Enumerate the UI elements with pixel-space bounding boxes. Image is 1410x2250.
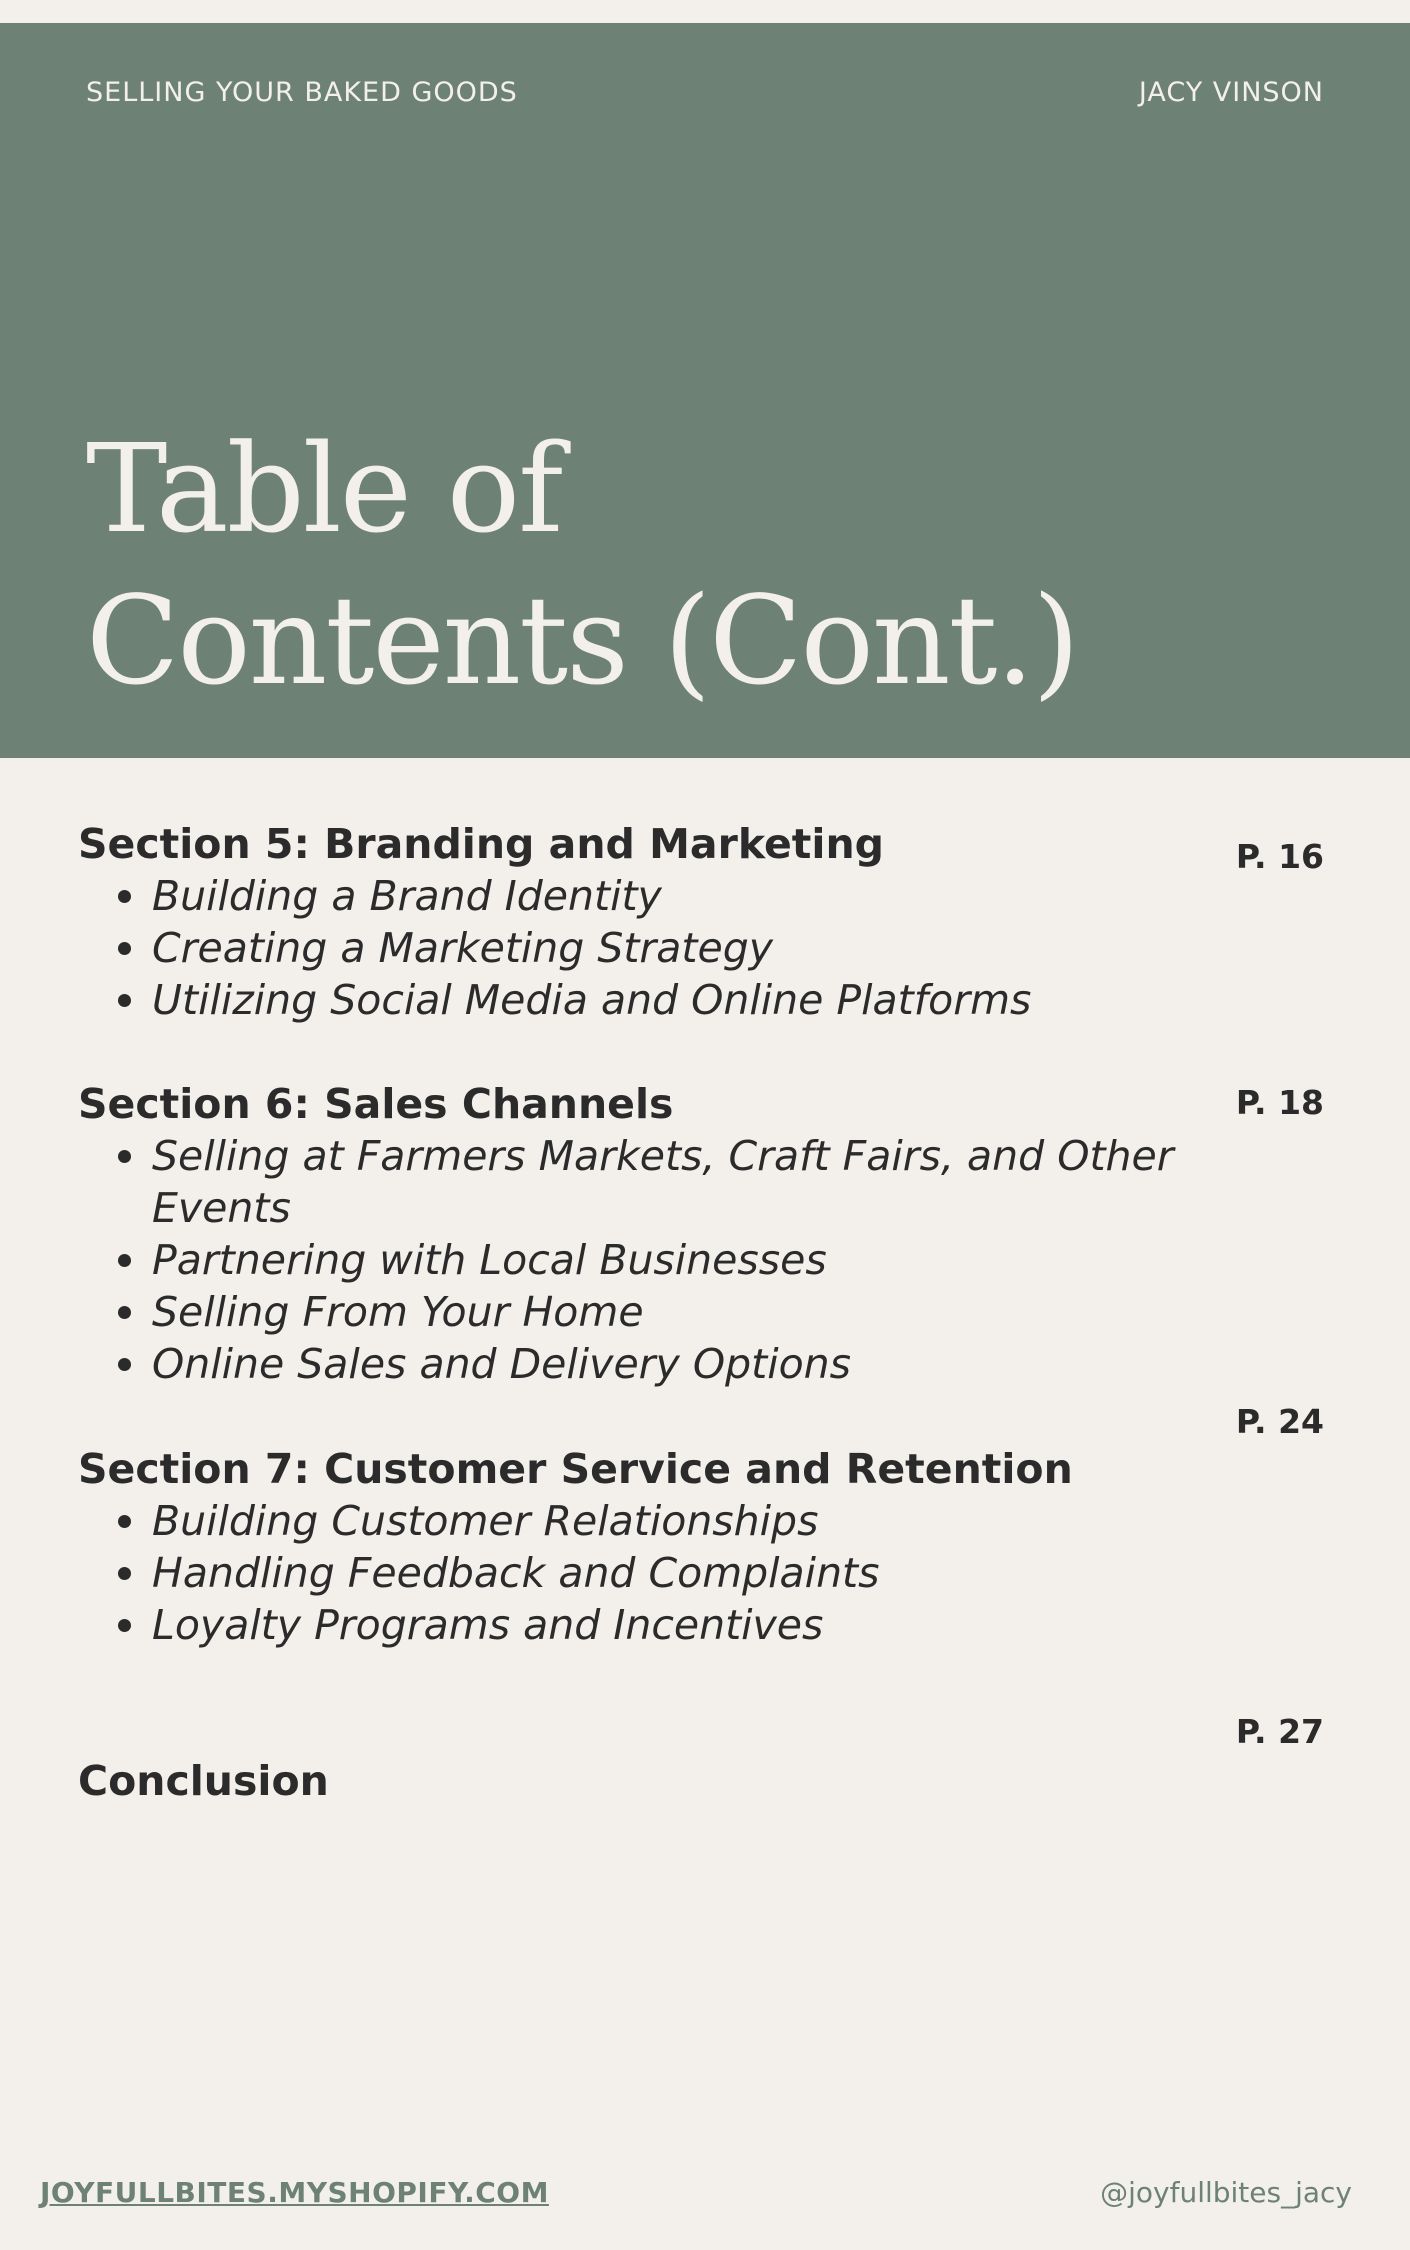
section-heading: Section 7: Customer Service and Retention bbox=[78, 1445, 1073, 1493]
section-heading: Conclusion bbox=[78, 1757, 329, 1805]
toc-section-6 bbox=[78, 1078, 1338, 1390]
section-heading: Section 5: Branding and Marketing bbox=[78, 820, 884, 868]
toc-conclusion bbox=[78, 1755, 1338, 1807]
top-margin-strip bbox=[0, 0, 1410, 23]
list-item: Online Sales and Delivery Options bbox=[78, 1338, 1232, 1390]
bullet-icon bbox=[118, 890, 131, 903]
list-item: Selling From Your Home bbox=[78, 1286, 1232, 1338]
book-title: SELLING YOUR BAKED GOODS bbox=[86, 77, 518, 108]
bullet-icon bbox=[118, 1619, 131, 1632]
bullet-icon bbox=[118, 1254, 131, 1267]
list-item: Handling Feedback and Complaints bbox=[78, 1547, 1232, 1599]
website-link[interactable]: JOYFULLBITES.MYSHOPIFY.COM bbox=[40, 2176, 549, 2209]
list-item: Creating a Marketing Strategy bbox=[78, 922, 1232, 974]
page-title bbox=[86, 413, 1078, 717]
section-item-list bbox=[78, 1495, 1338, 1651]
bullet-icon bbox=[118, 994, 131, 1007]
bullet-icon bbox=[118, 1567, 131, 1580]
section-item-list bbox=[78, 1130, 1338, 1390]
page-ref-conclusion: P. 27 bbox=[1235, 1712, 1324, 1751]
author-name: JACY VINSON bbox=[1138, 77, 1324, 108]
bullet-icon bbox=[118, 942, 131, 955]
page-title-line-1: Table of bbox=[86, 418, 562, 560]
bullet-icon bbox=[118, 1515, 131, 1528]
bullet-icon bbox=[118, 1306, 131, 1319]
toc-section-5 bbox=[78, 818, 1338, 1026]
page-title-line-2: Contents (Cont.) bbox=[86, 570, 1078, 712]
list-item: Utilizing Social Media and Online Platforms bbox=[78, 974, 1232, 1026]
bullet-icon bbox=[118, 1150, 131, 1163]
list-item: Partnering with Local Businesses bbox=[78, 1234, 1232, 1286]
bullet-icon bbox=[118, 1358, 131, 1371]
page-ref-section-6: P. 18 bbox=[1235, 1083, 1324, 1122]
page-ref-section-7: P. 24 bbox=[1235, 1402, 1324, 1441]
section-heading: Section 6: Sales Channels bbox=[78, 1080, 674, 1128]
toc-section-7 bbox=[78, 1443, 1338, 1651]
list-item: Selling at Farmers Markets, Craft Fairs, and Other Events bbox=[78, 1130, 1232, 1234]
social-handle: @joyfullbites_jacy bbox=[1100, 2176, 1352, 2209]
list-item: Building Customer Relationships bbox=[78, 1495, 1232, 1547]
list-item: Loyalty Programs and Incentives bbox=[78, 1599, 1232, 1651]
section-item-list bbox=[78, 870, 1338, 1026]
list-item: Building a Brand Identity bbox=[78, 870, 1232, 922]
page-ref-section-5: P. 16 bbox=[1235, 837, 1324, 876]
header-band bbox=[0, 23, 1410, 758]
